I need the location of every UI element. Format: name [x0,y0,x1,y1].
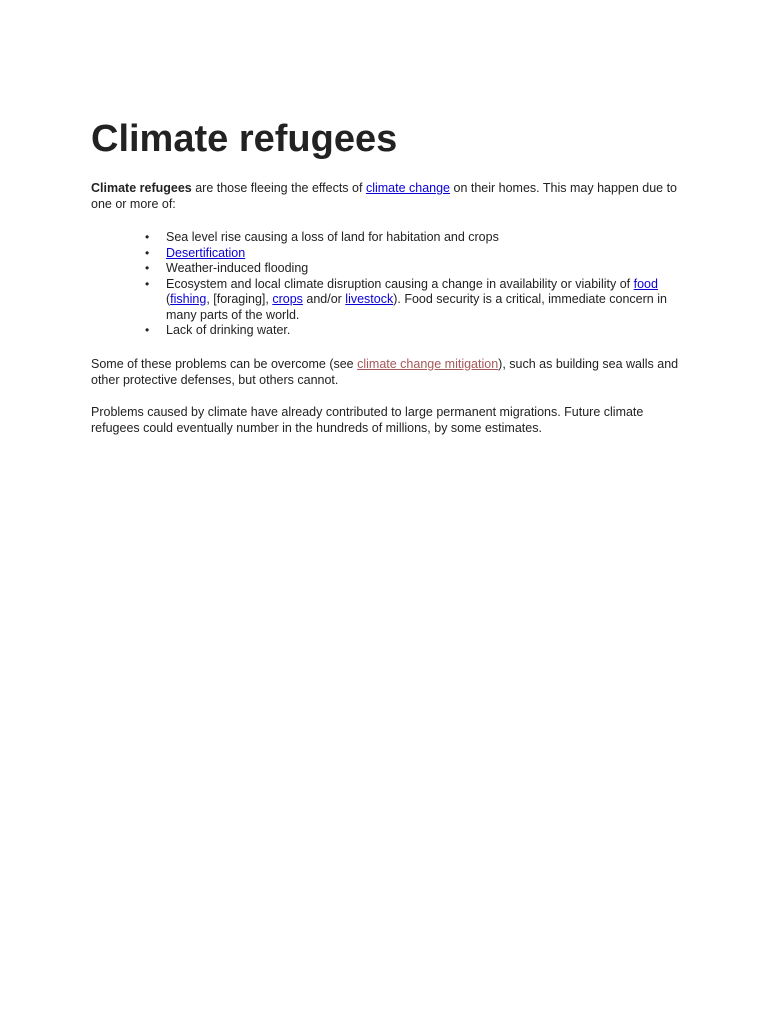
bullet-icon: • [145,230,150,244]
causes-list [91,230,681,339]
link-livestock[interactable]: livestock [345,292,394,306]
bullet-icon: • [145,245,150,260]
intro-text-after-link: on their homes. This may happen due to one or more of: [91,181,678,211]
list-item-text: ( [166,292,171,306]
list-item-text: and/or [302,292,346,306]
migration-paragraph: Problems caused by climate have already contributed to large permanent migrations. Future climate refugees could eventually number in the hundreds of millions, by some estimates. [91,404,644,435]
bold-term: Climate refugees [91,181,192,195]
list-item [145,276,681,324]
list-item-text: , [foraging], [206,292,273,306]
link-climate-change-mitigation[interactable]: climate change mitigation [357,356,499,371]
bullet-icon: • [145,276,150,291]
article-content [91,116,681,452]
link-desertification[interactable]: Desertification [166,245,246,260]
list-item-text: Lack of drinking water. [166,323,291,337]
list-item [145,261,681,277]
mitigation-paragraph [91,356,681,388]
link-fishing[interactable]: fishing [170,292,207,306]
para-text: Some of these problems can be overcome (see [91,356,358,371]
link-climate-change[interactable]: climate change [365,181,451,195]
para-text: ), such as building sea walls and other protective defenses, but others cannot. [91,356,679,387]
list-item-text: Weather-induced flooding [166,261,309,275]
list-item-text: Sea level rise causing a loss of land for habitation and crops [166,230,499,244]
list-item [145,230,681,246]
list-item-text: Ecosystem and local climate disruption causing a change in availability or viability of [166,276,634,291]
bullet-icon: • [145,323,150,337]
list-item [145,323,681,339]
list-item-text: ). Food security is a critical, immediate concern in many parts of the world. [166,292,667,322]
list-item [145,245,681,262]
link-crops[interactable]: crops [272,292,303,306]
link-food[interactable]: food [633,276,658,291]
page-title: Climate refugees [91,118,398,160]
bullet-icon: • [145,261,150,275]
intro-text-before-link: are those fleeing the effects of [191,181,366,195]
intro-paragraph [91,180,681,212]
